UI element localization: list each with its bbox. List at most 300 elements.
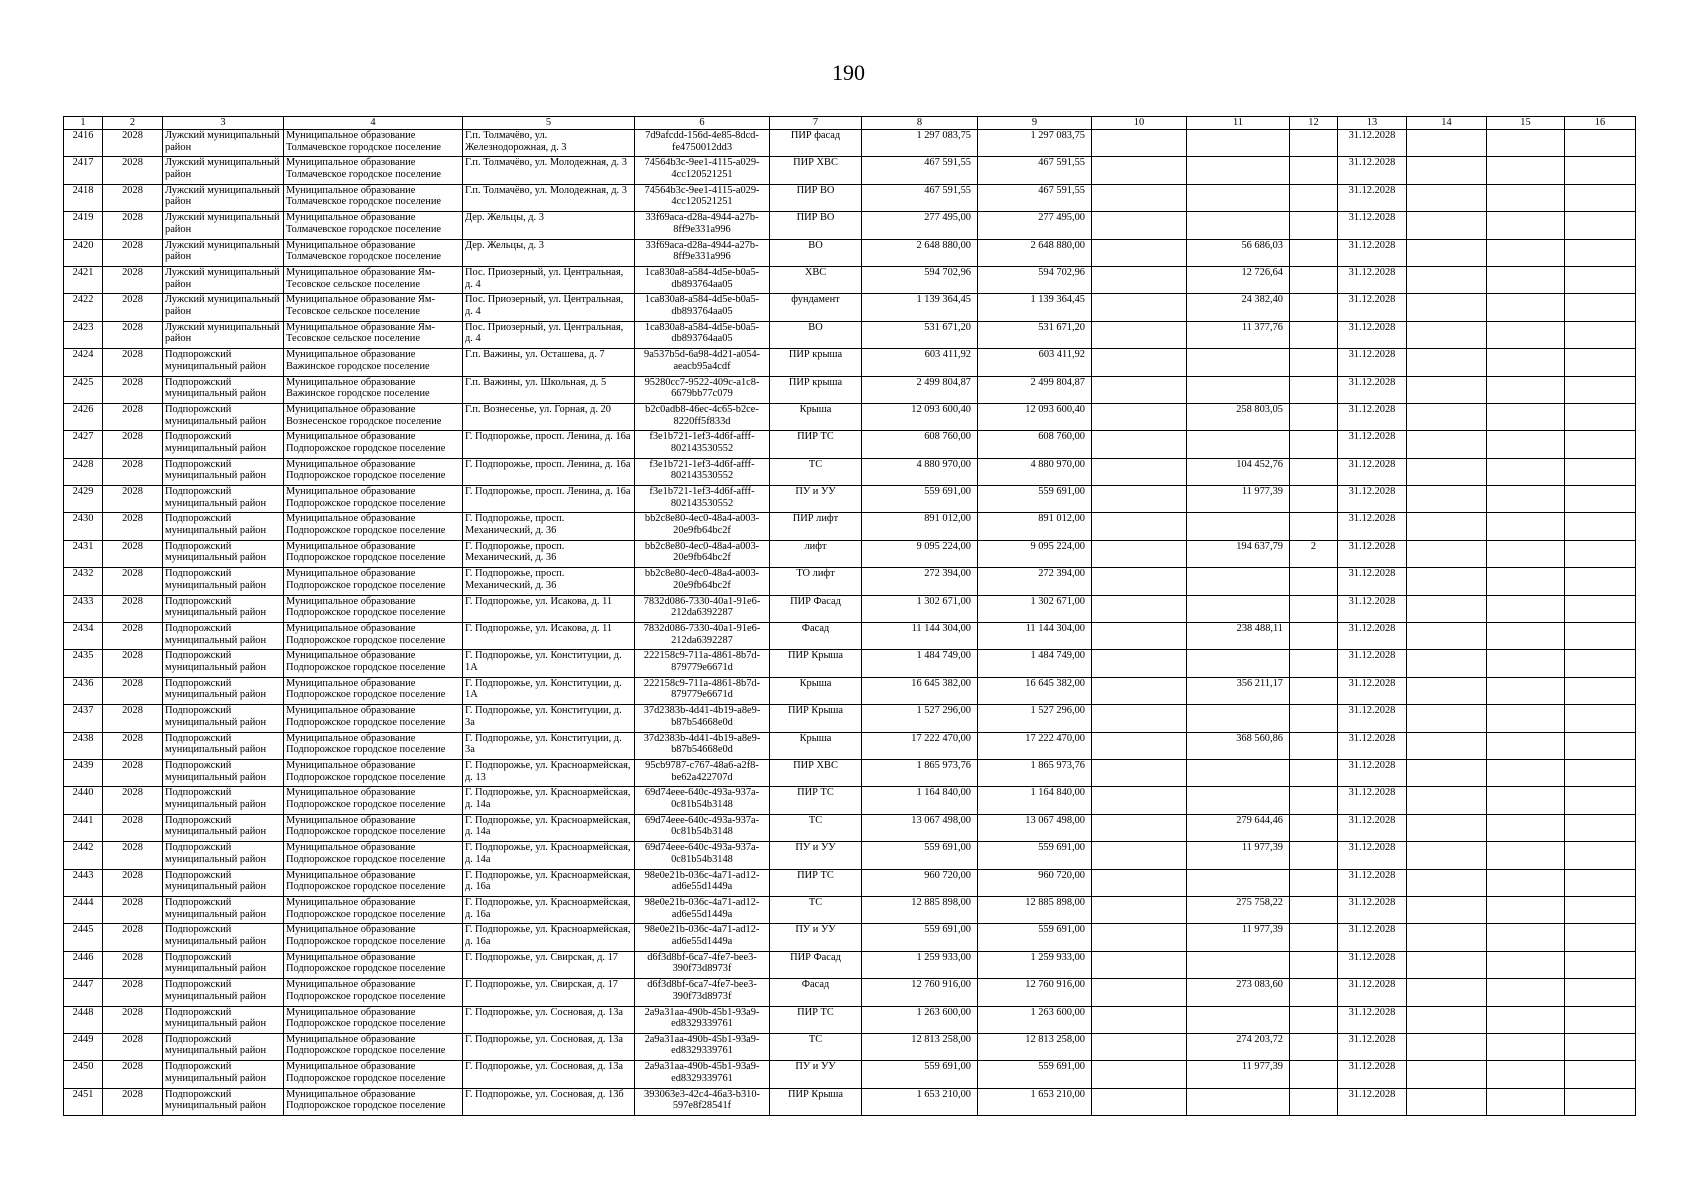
- cell-address: Г.п. Важины, ул. Осташева, д. 7: [463, 349, 635, 376]
- table-row: [64, 568, 1636, 595]
- cell-fias-code: b2c0adb8-46ec-4c65-b2ce-8220ff5f833d: [635, 403, 770, 430]
- cell-col-14: [1407, 650, 1487, 677]
- cell-work-type: ПУ и УУ: [770, 842, 862, 869]
- cell-district: Подпорожский муниципальный район: [163, 1088, 284, 1115]
- cell-col-14: [1407, 814, 1487, 841]
- cell-col-10: [1092, 157, 1187, 184]
- cell-work-type: ПИР фасад: [770, 130, 862, 157]
- cell-col-15: [1487, 759, 1565, 786]
- cell-total-cost: 960 720,00: [862, 869, 978, 896]
- cell-fias-code: 2a9a31aa-490b-45b1-93a9-ed8329339761: [635, 1006, 770, 1033]
- cell-col-11: [1187, 212, 1290, 239]
- cell-fund-cost: 12 093 600,40: [978, 403, 1092, 430]
- cell-col-15: [1487, 705, 1565, 732]
- cell-col-11: 368 560,86: [1187, 732, 1290, 759]
- cell-row-number: 2446: [64, 951, 103, 978]
- cell-district: Подпорожский муниципальный район: [163, 787, 284, 814]
- cell-district: Подпорожский муниципальный район: [163, 376, 284, 403]
- cell-year: 2028: [103, 1088, 163, 1115]
- cell-address: Г. Подпорожье, ул. Свирская, д. 17: [463, 979, 635, 1006]
- cell-total-cost: 2 499 804,87: [862, 376, 978, 403]
- cell-municipality: Муниципальное образование Подпорожское городское поселение: [284, 1006, 463, 1033]
- table-row: [64, 212, 1636, 239]
- cell-col-12: [1290, 979, 1338, 1006]
- cell-col-16: [1565, 568, 1636, 595]
- cell-col-16: [1565, 951, 1636, 978]
- cell-year: 2028: [103, 130, 163, 157]
- cell-district: Подпорожский муниципальный район: [163, 623, 284, 650]
- cell-fund-cost: 1 263 600,00: [978, 1006, 1092, 1033]
- cell-year: 2028: [103, 1006, 163, 1033]
- cell-address: Г. Подпорожье, ул. Сосновая, д. 13б: [463, 1088, 635, 1115]
- cell-col-15: [1487, 513, 1565, 540]
- cell-row-number: 2436: [64, 677, 103, 704]
- cell-year: 2028: [103, 732, 163, 759]
- cell-col-15: [1487, 979, 1565, 1006]
- cell-district: Подпорожский муниципальный район: [163, 951, 284, 978]
- column-number-15: 15: [1487, 117, 1565, 130]
- cell-fias-code: 2a9a31aa-490b-45b1-93a9-ed8329339761: [635, 1033, 770, 1060]
- cell-address: Г. Подпорожье, ул. Исакова, д. 11: [463, 623, 635, 650]
- cell-year: 2028: [103, 924, 163, 951]
- cell-address: Г. Подпорожье, ул. Сосновая, д. 13а: [463, 1033, 635, 1060]
- cell-district: Подпорожский муниципальный район: [163, 896, 284, 923]
- table-row: [64, 486, 1636, 513]
- cell-address: Пос. Приозерный, ул. Центральная, д. 4: [463, 321, 635, 348]
- cell-row-number: 2448: [64, 1006, 103, 1033]
- cell-col-10: [1092, 979, 1187, 1006]
- cell-deadline: 31.12.2028: [1338, 1006, 1407, 1033]
- cell-district: Подпорожский муниципальный район: [163, 1033, 284, 1060]
- table-row: [64, 842, 1636, 869]
- cell-col-10: [1092, 1088, 1187, 1115]
- cell-col-16: [1565, 184, 1636, 211]
- cell-work-type: ПИР крыша: [770, 376, 862, 403]
- cell-row-number: 2431: [64, 540, 103, 567]
- cell-col-14: [1407, 979, 1487, 1006]
- cell-address: Г. Подпорожье, ул. Красноармейская, д. 16а: [463, 924, 635, 951]
- cell-col-12: [1290, 130, 1338, 157]
- cell-total-cost: 559 691,00: [862, 924, 978, 951]
- cell-col-12: [1290, 239, 1338, 266]
- cell-col-16: [1565, 130, 1636, 157]
- cell-fias-code: d6f3d8bf-6ca7-4fe7-bee3-390f73d8973f: [635, 951, 770, 978]
- cell-col-15: [1487, 349, 1565, 376]
- cell-year: 2028: [103, 458, 163, 485]
- cell-year: 2028: [103, 568, 163, 595]
- cell-col-16: [1565, 403, 1636, 430]
- cell-col-15: [1487, 184, 1565, 211]
- cell-work-type: ПИР ХВС: [770, 157, 862, 184]
- cell-col-12: [1290, 157, 1338, 184]
- cell-address: Пос. Приозерный, ул. Центральная, д. 4: [463, 266, 635, 293]
- cell-col-10: [1092, 321, 1187, 348]
- cell-col-10: [1092, 732, 1187, 759]
- cell-year: 2028: [103, 1061, 163, 1088]
- cell-col-14: [1407, 266, 1487, 293]
- cell-work-type: ВО: [770, 321, 862, 348]
- cell-col-14: [1407, 677, 1487, 704]
- table-row: [64, 513, 1636, 540]
- table-row: [64, 650, 1636, 677]
- cell-fias-code: 1ca830a8-a584-4d5e-b0a5-db893764aa05: [635, 294, 770, 321]
- cell-municipality: Муниципальное образование Подпорожское городское поселение: [284, 540, 463, 567]
- cell-fias-code: 95280cc7-9522-409c-a1c8-6679bb77c079: [635, 376, 770, 403]
- cell-fias-code: 69d74eee-640c-493a-937a-0c81b54b3148: [635, 842, 770, 869]
- cell-row-number: 2422: [64, 294, 103, 321]
- cell-total-cost: 467 591,55: [862, 157, 978, 184]
- cell-fias-code: 98e0e21b-036c-4a71-ad12-ad6e55d1449a: [635, 924, 770, 951]
- cell-work-type: ПИР ТС: [770, 787, 862, 814]
- cell-fund-cost: 272 394,00: [978, 568, 1092, 595]
- cell-col-11: 11 377,76: [1187, 321, 1290, 348]
- cell-col-14: [1407, 294, 1487, 321]
- cell-total-cost: 9 095 224,00: [862, 540, 978, 567]
- cell-col-14: [1407, 705, 1487, 732]
- cell-fias-code: 222158c9-711a-4861-8b7d-879779e6671d: [635, 650, 770, 677]
- cell-col-12: [1290, 376, 1338, 403]
- cell-total-cost: 12 813 258,00: [862, 1033, 978, 1060]
- cell-fias-code: 74564b3c-9ee1-4115-a029-4cc120521251: [635, 184, 770, 211]
- cell-work-type: ПУ и УУ: [770, 924, 862, 951]
- cell-col-15: [1487, 677, 1565, 704]
- cell-work-type: ПИР ТС: [770, 869, 862, 896]
- cell-fias-code: f3e1b721-1ef3-4d6f-afff-802143530552: [635, 431, 770, 458]
- cell-work-type: лифт: [770, 540, 862, 567]
- cell-address: Г. Подпорожье, ул. Сосновая, д. 13а: [463, 1061, 635, 1088]
- cell-district: Лужский муниципальный район: [163, 184, 284, 211]
- cell-col-12: [1290, 842, 1338, 869]
- cell-col-10: [1092, 294, 1187, 321]
- cell-fund-cost: 13 067 498,00: [978, 814, 1092, 841]
- cell-row-number: 2442: [64, 842, 103, 869]
- cell-work-type: ВО: [770, 239, 862, 266]
- cell-col-11: [1187, 184, 1290, 211]
- cell-deadline: 31.12.2028: [1338, 212, 1407, 239]
- table-body: [64, 130, 1636, 1116]
- cell-col-12: [1290, 896, 1338, 923]
- cell-fund-cost: 559 691,00: [978, 1061, 1092, 1088]
- cell-work-type: ТС: [770, 458, 862, 485]
- cell-municipality: Муниципальное образование Подпорожское городское поселение: [284, 787, 463, 814]
- cell-fund-cost: 17 222 470,00: [978, 732, 1092, 759]
- cell-deadline: 31.12.2028: [1338, 157, 1407, 184]
- cell-col-14: [1407, 184, 1487, 211]
- cell-col-12: [1290, 513, 1338, 540]
- cell-municipality: Муниципальное образование Подпорожское городское поселение: [284, 896, 463, 923]
- table-row: [64, 595, 1636, 622]
- cell-col-12: [1290, 650, 1338, 677]
- cell-col-15: [1487, 431, 1565, 458]
- cell-total-cost: 2 648 880,00: [862, 239, 978, 266]
- cell-col-16: [1565, 623, 1636, 650]
- cell-municipality: Муниципальное образование Подпорожское городское поселение: [284, 842, 463, 869]
- cell-total-cost: 1 865 973,76: [862, 759, 978, 786]
- cell-fias-code: 98e0e21b-036c-4a71-ad12-ad6e55d1449a: [635, 869, 770, 896]
- cell-deadline: 31.12.2028: [1338, 1061, 1407, 1088]
- cell-col-14: [1407, 376, 1487, 403]
- table-row: [64, 157, 1636, 184]
- cell-col-12: [1290, 294, 1338, 321]
- cell-deadline: 31.12.2028: [1338, 951, 1407, 978]
- cell-district: Подпорожский муниципальный район: [163, 869, 284, 896]
- cell-col-12: [1290, 266, 1338, 293]
- cell-district: Подпорожский муниципальный район: [163, 349, 284, 376]
- cell-work-type: Крыша: [770, 732, 862, 759]
- cell-district: Подпорожский муниципальный район: [163, 924, 284, 951]
- cell-fund-cost: 559 691,00: [978, 842, 1092, 869]
- cell-district: Лужский муниципальный район: [163, 294, 284, 321]
- cell-col-16: [1565, 759, 1636, 786]
- cell-col-15: [1487, 239, 1565, 266]
- cell-col-10: [1092, 540, 1187, 567]
- cell-year: 2028: [103, 869, 163, 896]
- column-number-12: 12: [1290, 117, 1338, 130]
- cell-col-16: [1565, 1088, 1636, 1115]
- cell-col-14: [1407, 787, 1487, 814]
- cell-deadline: 31.12.2028: [1338, 321, 1407, 348]
- cell-fias-code: 2a9a31aa-490b-45b1-93a9-ed8329339761: [635, 1061, 770, 1088]
- cell-deadline: 31.12.2028: [1338, 349, 1407, 376]
- cell-col-14: [1407, 1061, 1487, 1088]
- cell-col-16: [1565, 595, 1636, 622]
- cell-row-number: 2435: [64, 650, 103, 677]
- cell-deadline: 31.12.2028: [1338, 130, 1407, 157]
- cell-row-number: 2450: [64, 1061, 103, 1088]
- cell-col-15: [1487, 157, 1565, 184]
- cell-col-12: [1290, 787, 1338, 814]
- cell-total-cost: 1 263 600,00: [862, 1006, 978, 1033]
- cell-year: 2028: [103, 266, 163, 293]
- cell-col-12: 2: [1290, 540, 1338, 567]
- cell-work-type: ПИР Фасад: [770, 595, 862, 622]
- cell-col-11: [1187, 130, 1290, 157]
- cell-col-15: [1487, 376, 1565, 403]
- cell-col-11: 238 488,11: [1187, 623, 1290, 650]
- cell-work-type: ПИР ХВС: [770, 759, 862, 786]
- cell-address: Г.п. Толмачёво, ул. Молодежная, д. 3: [463, 184, 635, 211]
- cell-fias-code: bb2c8e80-4ec0-48a4-a003-20e9fb64bc2f: [635, 540, 770, 567]
- cell-col-10: [1092, 184, 1187, 211]
- cell-col-15: [1487, 321, 1565, 348]
- cell-col-16: [1565, 979, 1636, 1006]
- cell-total-cost: 559 691,00: [862, 486, 978, 513]
- cell-col-10: [1092, 896, 1187, 923]
- cell-col-10: [1092, 759, 1187, 786]
- column-number-4: 4: [284, 117, 463, 130]
- cell-year: 2028: [103, 951, 163, 978]
- cell-year: 2028: [103, 1033, 163, 1060]
- cell-col-12: [1290, 212, 1338, 239]
- cell-total-cost: 277 495,00: [862, 212, 978, 239]
- cell-municipality: Муниципальное образование Толмачевское городское поселение: [284, 212, 463, 239]
- cell-col-15: [1487, 814, 1565, 841]
- cell-col-16: [1565, 349, 1636, 376]
- cell-fund-cost: 9 095 224,00: [978, 540, 1092, 567]
- cell-total-cost: 1 139 364,45: [862, 294, 978, 321]
- cell-fias-code: bb2c8e80-4ec0-48a4-a003-20e9fb64bc2f: [635, 568, 770, 595]
- cell-district: Подпорожский муниципальный район: [163, 568, 284, 595]
- cell-municipality: Муниципальное образование Толмачевское городское поселение: [284, 130, 463, 157]
- cell-col-16: [1565, 787, 1636, 814]
- cell-work-type: ТС: [770, 896, 862, 923]
- cell-district: Подпорожский муниципальный район: [163, 759, 284, 786]
- cell-address: Г. Подпорожье, ул. Конституции, д. 1А: [463, 650, 635, 677]
- cell-col-15: [1487, 266, 1565, 293]
- cell-col-12: [1290, 1006, 1338, 1033]
- cell-col-16: [1565, 294, 1636, 321]
- cell-year: 2028: [103, 705, 163, 732]
- cell-district: Подпорожский муниципальный район: [163, 540, 284, 567]
- cell-total-cost: 1 653 210,00: [862, 1088, 978, 1115]
- cell-deadline: 31.12.2028: [1338, 376, 1407, 403]
- cell-col-10: [1092, 130, 1187, 157]
- cell-district: Лужский муниципальный район: [163, 266, 284, 293]
- cell-municipality: Муниципальное образование Подпорожское городское поселение: [284, 623, 463, 650]
- cell-col-14: [1407, 732, 1487, 759]
- cell-col-12: [1290, 677, 1338, 704]
- cell-col-15: [1487, 1033, 1565, 1060]
- cell-year: 2028: [103, 896, 163, 923]
- cell-col-14: [1407, 896, 1487, 923]
- cell-row-number: 2432: [64, 568, 103, 595]
- cell-fias-code: 69d74eee-640c-493a-937a-0c81b54b3148: [635, 787, 770, 814]
- cell-col-10: [1092, 349, 1187, 376]
- cell-col-14: [1407, 568, 1487, 595]
- cell-col-10: [1092, 458, 1187, 485]
- cell-district: Подпорожский муниципальный район: [163, 513, 284, 540]
- cell-district: Подпорожский муниципальный район: [163, 431, 284, 458]
- table-row: [64, 184, 1636, 211]
- cell-col-14: [1407, 623, 1487, 650]
- cell-fund-cost: 4 880 970,00: [978, 458, 1092, 485]
- column-number-3: 3: [163, 117, 284, 130]
- cell-row-number: 2428: [64, 458, 103, 485]
- cell-district: Подпорожский муниципальный район: [163, 650, 284, 677]
- cell-municipality: Муниципальное образование Подпорожское городское поселение: [284, 568, 463, 595]
- cell-col-16: [1565, 1006, 1636, 1033]
- cell-fias-code: 37d2383b-4d41-4b19-a8e9-b87b54668e0d: [635, 732, 770, 759]
- cell-district: Подпорожский муниципальный район: [163, 842, 284, 869]
- cell-fias-code: 7832d086-7330-40a1-91e6-212da6392287: [635, 623, 770, 650]
- cell-row-number: 2418: [64, 184, 103, 211]
- cell-municipality: Муниципальное образование Ям-Тесовское сельское поселение: [284, 266, 463, 293]
- cell-deadline: 31.12.2028: [1338, 787, 1407, 814]
- cell-work-type: ПУ и УУ: [770, 486, 862, 513]
- table-row: [64, 979, 1636, 1006]
- cell-work-type: Крыша: [770, 403, 862, 430]
- cell-col-10: [1092, 1006, 1187, 1033]
- column-number-1: 1: [64, 117, 103, 130]
- cell-row-number: 2439: [64, 759, 103, 786]
- cell-district: Лужский муниципальный район: [163, 157, 284, 184]
- cell-deadline: 31.12.2028: [1338, 513, 1407, 540]
- cell-year: 2028: [103, 184, 163, 211]
- cell-district: Лужский муниципальный район: [163, 321, 284, 348]
- cell-row-number: 2440: [64, 787, 103, 814]
- cell-col-11: [1187, 513, 1290, 540]
- cell-deadline: 31.12.2028: [1338, 403, 1407, 430]
- cell-municipality: Муниципальное образование Ям-Тесовское сельское поселение: [284, 294, 463, 321]
- cell-col-11: 56 686,03: [1187, 239, 1290, 266]
- cell-col-14: [1407, 1088, 1487, 1115]
- cell-fias-code: 98e0e21b-036c-4a71-ad12-ad6e55d1449a: [635, 896, 770, 923]
- column-number-2: 2: [103, 117, 163, 130]
- cell-address: Г. Подпорожье, ул. Красноармейская, д. 14а: [463, 814, 635, 841]
- cell-address: Г. Подпорожье, ул. Конституции, д. 3а: [463, 705, 635, 732]
- cell-fund-cost: 2 499 804,87: [978, 376, 1092, 403]
- cell-address: Г.п. Толмачёво, ул. Железнодорожная, д. 3: [463, 130, 635, 157]
- cell-col-14: [1407, 130, 1487, 157]
- cell-address: Г. Подпорожье, ул. Конституции, д. 1А: [463, 677, 635, 704]
- cell-district: Подпорожский муниципальный район: [163, 486, 284, 513]
- cell-col-10: [1092, 513, 1187, 540]
- column-number-row: [64, 117, 1636, 130]
- cell-col-14: [1407, 458, 1487, 485]
- cell-col-16: [1565, 157, 1636, 184]
- cell-fund-cost: 1 259 933,00: [978, 951, 1092, 978]
- cell-col-14: [1407, 239, 1487, 266]
- cell-col-16: [1565, 540, 1636, 567]
- table-row: [64, 759, 1636, 786]
- cell-col-15: [1487, 1061, 1565, 1088]
- cell-municipality: Муниципальное образование Подпорожское городское поселение: [284, 979, 463, 1006]
- cell-year: 2028: [103, 677, 163, 704]
- cell-col-12: [1290, 951, 1338, 978]
- cell-col-11: 11 977,39: [1187, 842, 1290, 869]
- cell-fund-cost: 1 297 083,75: [978, 130, 1092, 157]
- cell-fund-cost: 1 139 364,45: [978, 294, 1092, 321]
- cell-col-11: 12 726,64: [1187, 266, 1290, 293]
- table-row: [64, 732, 1636, 759]
- cell-work-type: ХВС: [770, 266, 862, 293]
- cell-work-type: ПИР ТС: [770, 431, 862, 458]
- table-row: [64, 540, 1636, 567]
- cell-address: Дер. Жельцы, д. 3: [463, 239, 635, 266]
- cell-col-12: [1290, 403, 1338, 430]
- cell-col-10: [1092, 623, 1187, 650]
- cell-district: Лужский муниципальный район: [163, 130, 284, 157]
- cell-col-11: 104 452,76: [1187, 458, 1290, 485]
- cell-col-12: [1290, 458, 1338, 485]
- cell-fias-code: bb2c8e80-4ec0-48a4-a003-20e9fb64bc2f: [635, 513, 770, 540]
- cell-municipality: Муниципальное образование Подпорожское городское поселение: [284, 759, 463, 786]
- cell-work-type: ПУ и УУ: [770, 1061, 862, 1088]
- cell-year: 2028: [103, 650, 163, 677]
- cell-total-cost: 13 067 498,00: [862, 814, 978, 841]
- cell-col-15: [1487, 458, 1565, 485]
- cell-col-12: [1290, 349, 1338, 376]
- table-row: [64, 814, 1636, 841]
- table-row: [64, 349, 1636, 376]
- cell-row-number: 2424: [64, 349, 103, 376]
- cell-row-number: 2416: [64, 130, 103, 157]
- cell-col-14: [1407, 403, 1487, 430]
- table-row: [64, 1088, 1636, 1115]
- cell-col-15: [1487, 403, 1565, 430]
- cell-deadline: 31.12.2028: [1338, 759, 1407, 786]
- cell-year: 2028: [103, 979, 163, 1006]
- cell-deadline: 31.12.2028: [1338, 732, 1407, 759]
- cell-year: 2028: [103, 814, 163, 841]
- cell-fias-code: 7832d086-7330-40a1-91e6-212da6392287: [635, 595, 770, 622]
- cell-address: Г. Подпорожье, ул. Красноармейская, д. 14а: [463, 787, 635, 814]
- cell-year: 2028: [103, 403, 163, 430]
- cell-row-number: 2429: [64, 486, 103, 513]
- cell-deadline: 31.12.2028: [1338, 239, 1407, 266]
- cell-year: 2028: [103, 376, 163, 403]
- cell-total-cost: 603 411,92: [862, 349, 978, 376]
